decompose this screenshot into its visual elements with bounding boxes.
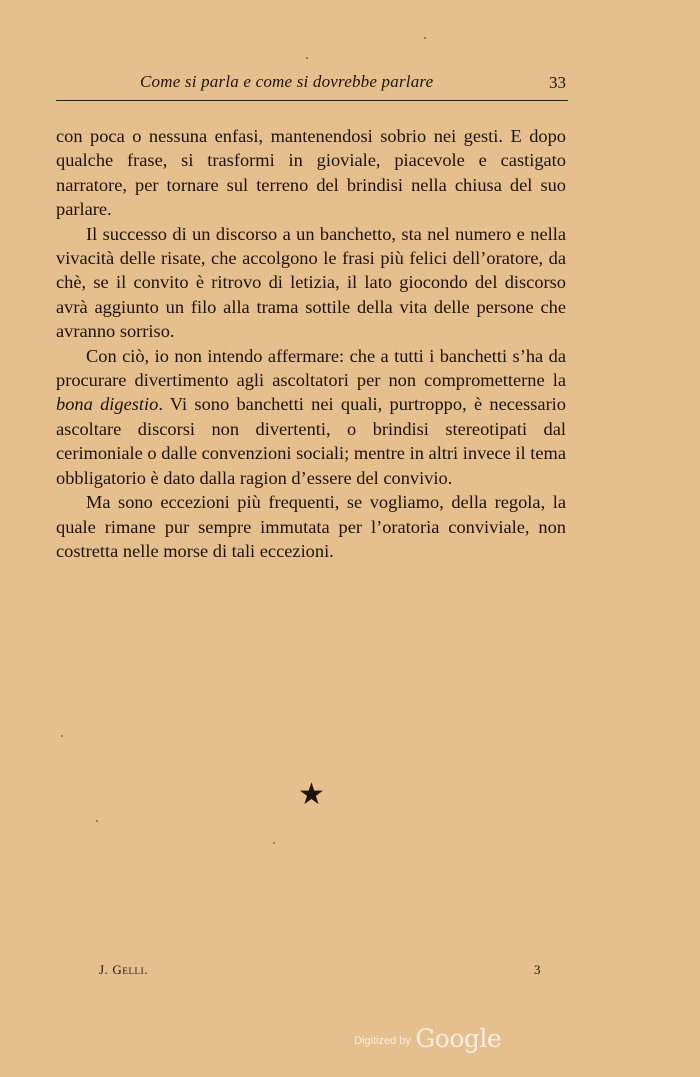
paragraph-4: Ma sono eccezioni più frequenti, se vogliamo, della regola, la quale rimane pur sempre immutata per l’oratoria conviviale, non costretta nelle morse di tali eccezioni. <box>56 492 566 561</box>
paper-speck <box>424 37 426 39</box>
running-title: Come si parla e come si dovrebbe parlare <box>140 72 434 91</box>
paragraph-3-part-b: . Vi sono banchetti nei quali, purtroppo, è necessario ascoltare discorsi non divertenti, o brindisi stereotipati dal cerimoniale o dalle convenzioni sociali; mentre in altri invece il tema obbligatorio è dato dalla ragion d’essere del convivio. <box>56 394 566 488</box>
digitization-watermark <box>354 1024 501 1053</box>
watermark-prefix: Digitized by <box>354 1035 411 1047</box>
body-text <box>56 124 566 563</box>
latin-phrase: bona digestio <box>56 394 159 415</box>
paragraph-1: con poca o nessuna enfasi, mantenendosi sobrio nei gesti. E dopo qualche frase, si trasformi in gioviale, piacevole e castigato narratore, per tornare sul terreno del brindisi nella chiusa del suo parlare. <box>56 126 566 220</box>
paragraph-3 <box>56 344 566 490</box>
signature-number: 3 <box>534 962 541 977</box>
paragraph-3-part-a: Con ciò, io non intendo affermare: che a tutti i banchetti s’ha da procurare divertimento agli ascoltatori per non comprometterne la <box>56 345 566 391</box>
star-ornament: ★ <box>298 778 325 811</box>
google-logo: Google <box>415 1024 502 1053</box>
running-header <box>56 70 568 101</box>
paper-speck <box>306 57 308 59</box>
page-number: 33 <box>549 73 566 92</box>
paper-speck <box>273 842 275 844</box>
paper-speck <box>61 735 63 737</box>
paragraph-2: Il successo di un discorso a un banchetto, sta nel numero e nella vivacità delle risate, che accolgono le frasi più felici dell’oratore, da chè, se il convito è ritrovo di letizia, il lato giocondo del discorso avrà aggiunto un filo alla trama sottile della vita delle persone che avranno sorriso. <box>56 223 566 342</box>
printer-signature: J. Gelli. <box>99 962 149 977</box>
paper-speck <box>96 820 98 822</box>
